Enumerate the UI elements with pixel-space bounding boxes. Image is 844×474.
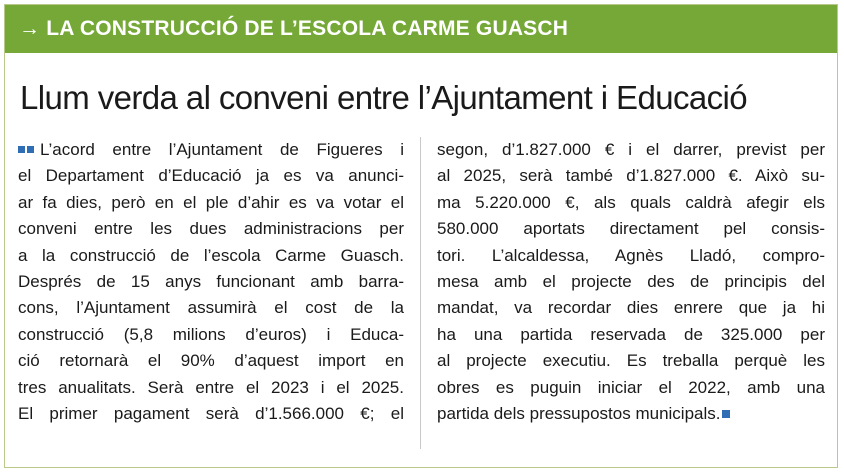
banner-title: LA CONSTRUCCIÓ DE L’ESCOLA CARME GUASCH — [46, 17, 569, 40]
body-line: partida dels pressupostos municipals. — [437, 401, 825, 427]
body-line: El primer pagament serà d’1.566.000 €; el — [18, 404, 404, 424]
body-line: cons, l’Ajuntament assumirà el cost de la — [18, 298, 404, 318]
body-line: ma 5.220.000 €, als quals caldrà afegir els — [437, 192, 825, 212]
lead-marker-icon — [18, 140, 36, 159]
body-line: 580.000 aportats directament pel consis- — [437, 219, 825, 239]
body-line: obres es puguin iniciar el 2022, amb una — [437, 377, 825, 397]
body-line: L’acord entre l’Ajuntament de Figueres i — [18, 137, 404, 163]
body-line: mandat, va recordar dies enrere que ja hi — [437, 298, 825, 318]
body-line: el Departament d’Educació ja es va anunci- — [18, 166, 404, 186]
body-line: ar fa dies, però en el ple d’ahir es va votar el — [18, 192, 404, 212]
body-line: tres anualitats. Serà entre el 2023 i el 2025. — [18, 377, 404, 397]
body-line: conveni entre les dues administracions per — [18, 219, 404, 239]
body-line: ció retornarà el 90% d’aquest import en — [18, 351, 404, 371]
body-line: mesa amb el projecte des de principis del — [437, 272, 825, 292]
body-line: tori. L’alcaldessa, Agnès Lladó, compro- — [437, 245, 825, 265]
body-line: ha una partida reservada de 325.000 per — [437, 324, 825, 344]
article-column-right — [437, 137, 825, 427]
article-column-left — [18, 137, 404, 427]
end-marker-icon — [722, 410, 730, 418]
column-divider — [420, 137, 421, 449]
body-line: a la construcció de l’escola Carme Guasch. — [18, 245, 404, 265]
body-line: segon, d’1.827.000 € i el darrer, previst per — [437, 140, 825, 159]
headline: Llum verda al conveni entre l’Ajuntament i Educació — [20, 79, 747, 116]
section-banner — [5, 5, 837, 53]
body-line: al 2025, serà també d’1.827.000 €. Això su- — [437, 166, 825, 186]
body-line: construcció (5,8 milions d’euros) i Educa- — [18, 324, 404, 344]
body-line: Després de 15 anys funcionant amb barra- — [18, 272, 404, 292]
arrow-right-icon: → — [19, 17, 41, 40]
body-line: al projecte executiu. Es treballa perquè les — [437, 351, 825, 371]
